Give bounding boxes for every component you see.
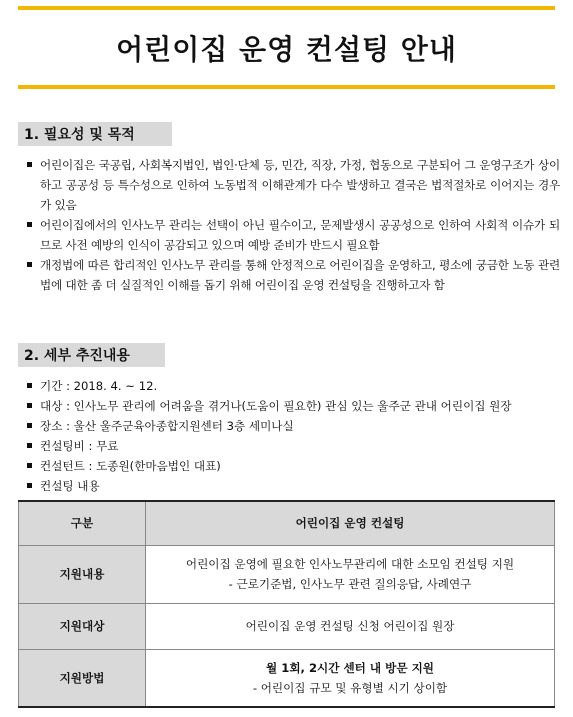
square-bullet-icon	[27, 162, 32, 167]
title-top-rule	[18, 6, 555, 10]
square-bullet-icon	[27, 222, 32, 227]
list-item: 개정법에 따른 합리적인 인사노무 관리를 통해 안정적으로 어린이집을 운영하고, 평소에 궁금한 노동 관련법에 대한 좀 더 실질적인 이해를 돕기 위해 어린이집 운영 컨설팅을 진행하고자 함	[26, 255, 560, 295]
row-label-content: 지원내용	[19, 545, 146, 603]
square-bullet-icon	[27, 403, 32, 408]
row-value-target: 어린이집 운영 컨설팅 신청 어린이집 원장	[146, 603, 555, 649]
table-row	[19, 603, 555, 649]
column-header-category: 구분	[19, 501, 146, 545]
section-heading-details: 2. 세부 추진내용	[18, 343, 165, 367]
row-label-target: 지원대상	[19, 603, 146, 649]
list-item: 대상 : 인사노무 관리에 어려움을 겪거나(도움이 필요한) 관심 있는 울주군 관내 어린이집 원장	[26, 396, 560, 416]
square-bullet-icon	[27, 463, 32, 468]
title-bottom-rule	[18, 85, 555, 89]
row-label-method: 지원방법	[19, 649, 146, 707]
details-list	[26, 376, 560, 496]
square-bullet-icon	[27, 483, 32, 488]
page-title: 어린이집 운영 컨설팅 안내	[116, 33, 457, 66]
square-bullet-icon	[27, 443, 32, 448]
section-heading-purpose: 1. 필요성 및 목적	[18, 122, 172, 146]
square-bullet-icon	[27, 383, 32, 388]
square-bullet-icon	[27, 262, 32, 267]
consulting-table	[18, 500, 555, 708]
table-row	[19, 545, 555, 603]
list-item: 어린이집은 국공립, 사회복지법인, 법인·단체 등, 민간, 직장, 가정, 협동으로 구분되어 그 운영구조가 상이하고 공공성 등 특수성으로 인하여 노동법적 이해관계가 다수 발생하고 결국은 법적절차로 이어지는 경우가 있음	[26, 155, 560, 215]
row-value-content: 어린이집 운영에 필요한 인사노무관리에 대한 소모임 컨설팅 지원 - 근로기준법, 인사노무 관련 질의응답, 사례연구	[146, 545, 555, 603]
row-value-method: 월 1회, 2시간 센터 내 방문 지원 - 어린이집 규모 및 유형별 시기 상이함	[146, 649, 555, 707]
list-item: 어린이집에서의 인사노무 관리는 선택이 아닌 필수이고, 문제발생시 공공성으로 인하여 사회적 이슈가 되므로 사전 예방의 인식이 공감되고 있으며 예방 준비가 반드시 필요함	[26, 215, 560, 255]
column-header-program: 어린이집 운영 컨설팅	[146, 501, 555, 545]
list-item: 장소 : 울산 울주군육아종합지원센터 3층 세미나실	[26, 416, 560, 436]
list-item: 컨설팅비 : 무료	[26, 436, 560, 456]
list-item: 컨설턴트 : 도종원(한마음법인 대표)	[26, 456, 560, 476]
table-header-row	[19, 501, 555, 545]
list-item: 컨설팅 내용	[26, 476, 560, 496]
purpose-list	[26, 155, 560, 295]
square-bullet-icon	[27, 423, 32, 428]
table-row	[19, 649, 555, 707]
list-item: 기간 : 2018. 4. ~ 12.	[26, 376, 560, 396]
